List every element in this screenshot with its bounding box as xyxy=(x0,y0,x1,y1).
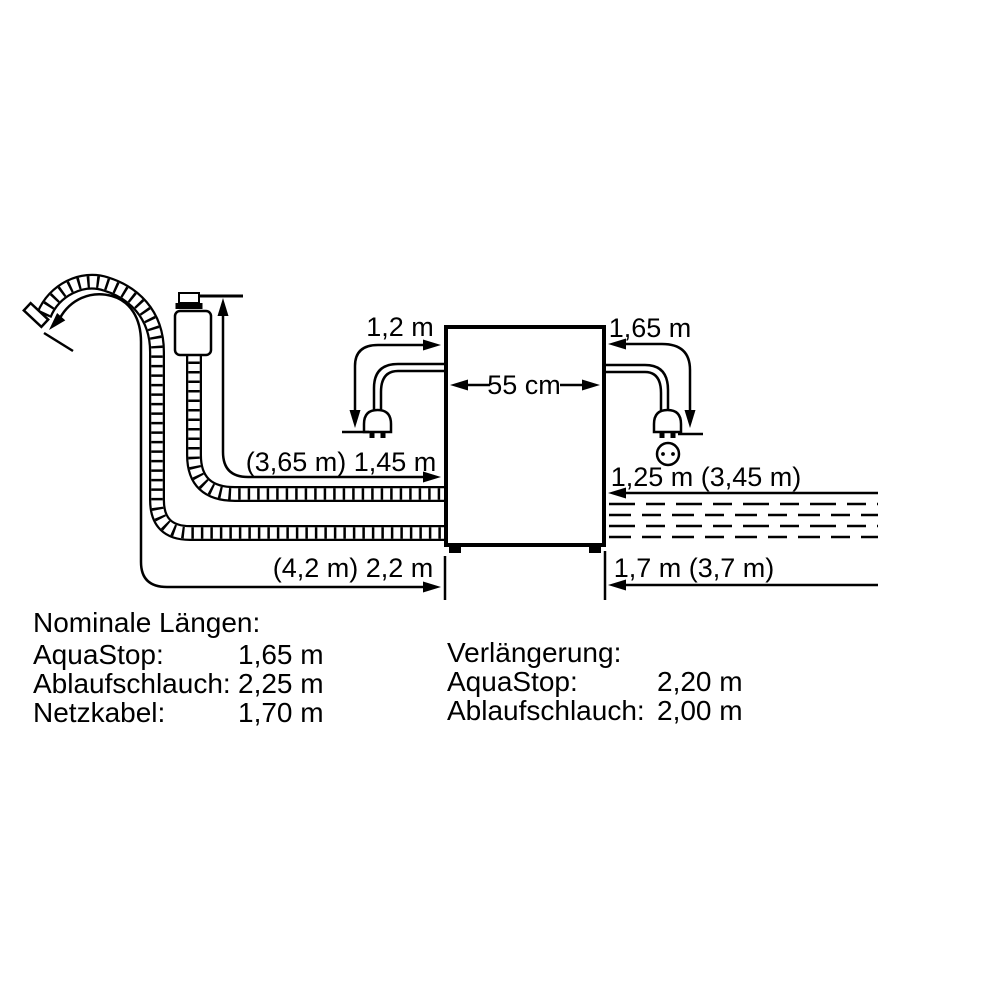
legend-row-value: 2,25 m xyxy=(238,668,324,699)
power-plug-left-icon xyxy=(364,410,391,438)
tap-connector-icon xyxy=(175,293,211,355)
supply-right-dimension xyxy=(608,462,878,499)
legend-nominal-title: Nominale Längen: xyxy=(33,607,261,638)
legend-row-value: 2,20 m xyxy=(657,666,743,697)
legend-row-value: 2,00 m xyxy=(657,695,743,726)
power-cord-left-label: 1,2 m xyxy=(366,312,434,342)
legend-extension xyxy=(447,637,743,726)
legend-row-value: 1,65 m xyxy=(238,639,324,670)
legend-row-label: AquaStop: xyxy=(33,639,164,670)
drain-right-label: 1,7 m (3,7 m) xyxy=(613,553,775,583)
legend-row-label: Ablaufschlauch: xyxy=(33,668,231,699)
right-hose-routing-dashed xyxy=(609,504,878,537)
power-plug-right-icon xyxy=(654,410,681,438)
aquastop-valve-body xyxy=(175,311,211,355)
legend-row-label: Ablaufschlauch: xyxy=(447,695,645,726)
drain-right-dimension xyxy=(608,553,878,591)
power-cord-right-label: 1,65 m xyxy=(608,313,692,343)
aquastop-run-label: (3,65 m) 1,45 m xyxy=(245,447,437,477)
legend-extension-title: Verlängerung: xyxy=(447,637,622,668)
dishwasher-foot-right xyxy=(589,547,601,553)
legend-row-label: Netzkabel: xyxy=(33,697,166,728)
legend-row-value: 1,70 m xyxy=(238,697,324,728)
supply-right-label: 1,25 m (3,45 m) xyxy=(610,462,802,492)
power-cord-left xyxy=(374,364,446,412)
dishwasher-foot-left xyxy=(449,547,461,553)
dishwasher-outline xyxy=(446,327,604,545)
legend-row-label: AquaStop: xyxy=(447,666,578,697)
power-cord-right xyxy=(604,365,668,412)
drain-run-label: (4,2 m) 2,2 m xyxy=(272,553,434,583)
width-label: 55 cm xyxy=(487,370,561,400)
legend-nominal xyxy=(33,607,324,728)
